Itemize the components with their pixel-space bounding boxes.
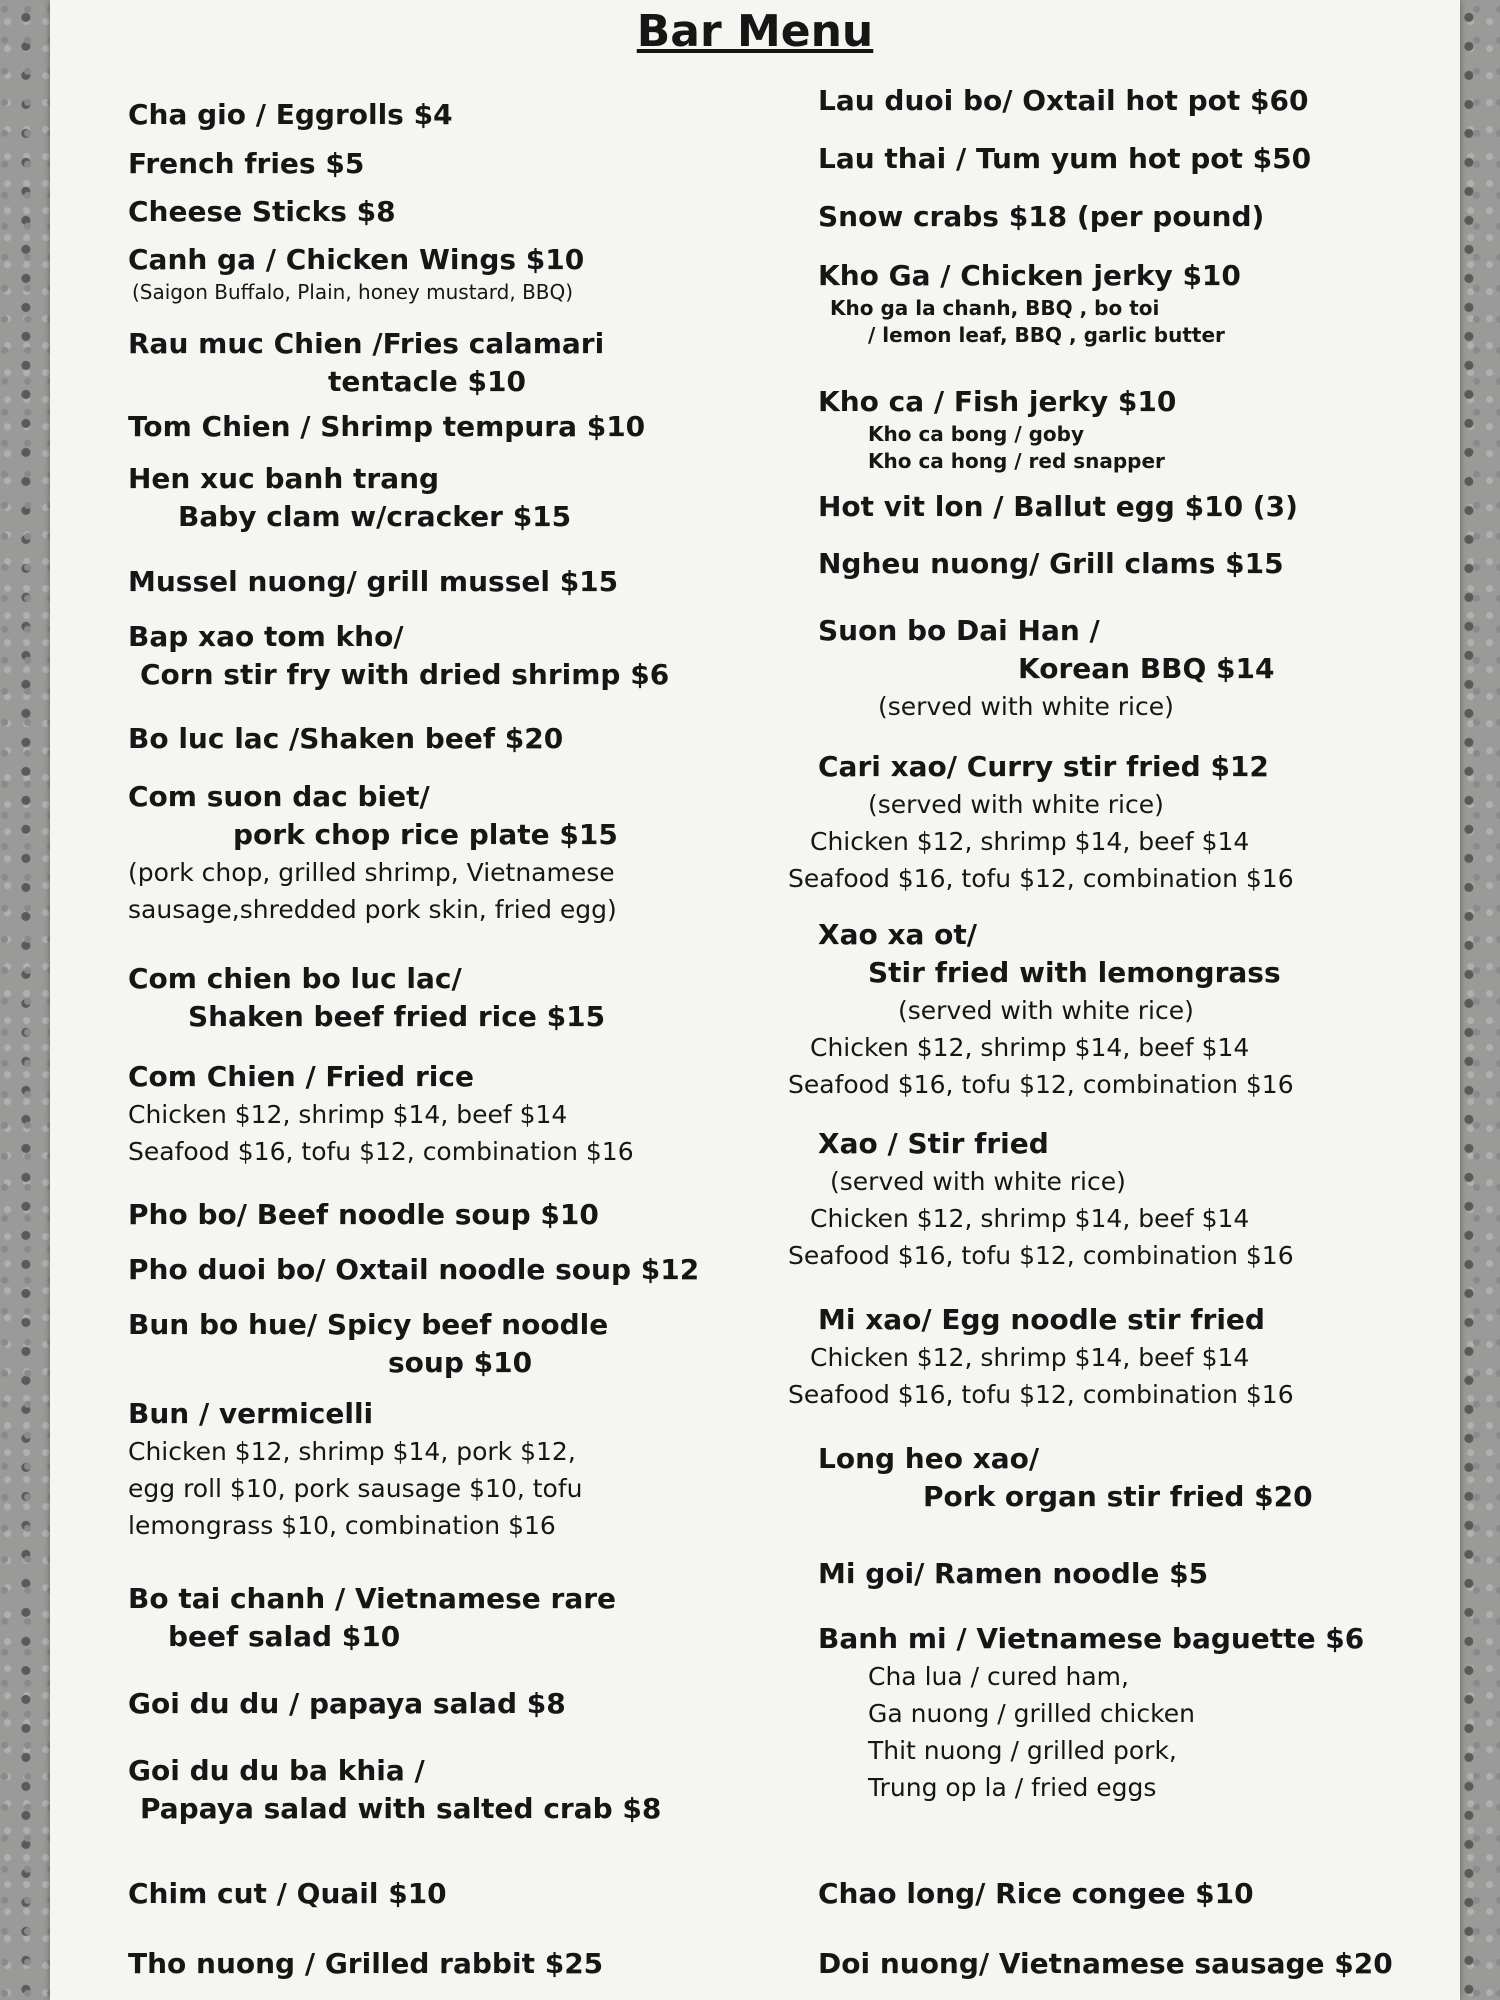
menu-item-detail: Ga nuong / grilled chicken [868,1699,1195,1728]
menu-item [818,1945,1418,1983]
menu-item-detail: Chicken $12, shrimp $14, pork $12, [128,1437,576,1466]
menu-item-detail: Corn stir fry with dried shrimp $6 [140,658,670,691]
menu-item-detail: (pork chop, grilled shrimp, Vietnamese [128,858,615,887]
menu-item [128,1580,738,1656]
menu-item-detail: Seafood $16, tofu $12, combination $16 [128,1137,634,1166]
menu-item-name: Bun / vermicelli [128,1397,374,1430]
menu-item [128,1685,738,1723]
menu-item-detail: Papaya salad with salted crab $8 [140,1792,662,1825]
menu-item-name: Ngheu nuong/ Grill clams $15 [818,547,1284,580]
menu-item [818,198,1418,236]
menu-item [128,618,738,694]
menu-item-name: Pho duoi bo/ Oxtail noodle soup $12 [128,1253,700,1286]
menu-item-name: Goi du du / papaya salad $8 [128,1687,566,1720]
menu-item-detail: tentacle $10 [328,365,526,398]
menu-item-detail: Kho ca hong / red snapper [868,449,1165,473]
menu-item-detail: Seafood $16, tofu $12, combination $16 [788,1241,1294,1270]
menu-item-name: Mi goi/ Ramen noodle $5 [818,1557,1209,1590]
menu-item-detail: egg roll $10, pork sausage $10, tofu [128,1474,583,1503]
menu-item [788,1125,1418,1274]
menu-item [128,1306,738,1382]
menu-item-name: Long heo xao/ [818,1442,1040,1475]
menu-item-detail: Korean BBQ $14 [1018,652,1275,685]
menu-item-name: Chim cut / Quail $10 [128,1877,447,1910]
menu-item-name: Tom Chien / Shrimp tempura $10 [128,410,646,443]
menu-item [128,563,738,601]
menu-item-name: Banh mi / Vietnamese baguette $6 [818,1622,1365,1655]
menu-item-name: Suon bo Dai Han / [818,614,1100,647]
menu-item-detail: Pork organ stir fried $20 [923,1480,1313,1513]
menu-item-detail: Shaken beef fried rice $15 [188,1000,606,1033]
menu-item-detail: Kho ga la chanh, BBQ , bo toi [830,296,1160,320]
menu-title: Bar Menu [636,6,874,57]
menu-item-name: Cari xao/ Curry stir fried $12 [818,750,1269,783]
menu-item-name: Rau muc Chien /Fries calamari [128,327,605,360]
menu-item [818,488,1418,526]
menu-item-detail: Kho ca bong / goby [868,422,1085,446]
menu-item-name: Xao / Stir fried [818,1127,1049,1160]
menu-item-name: Kho Ga / Chicken jerky $10 [818,259,1241,292]
menu-item [128,408,738,446]
menu-item-detail: Chicken $12, shrimp $14, beef $14 [128,1100,568,1129]
menu-item [128,1752,738,1828]
menu-item-detail: (served with white rice) [898,996,1194,1025]
menu-item-name: Goi du du ba khia / [128,1754,425,1787]
menu-item [788,916,1418,1103]
menu-item-name: Bo luc lac /Shaken beef $20 [128,722,564,755]
menu-item-name: Hot vit lon / Ballut egg $10 (3) [818,490,1298,523]
menu-item-detail: Chicken $12, shrimp $14, beef $14 [810,1204,1250,1233]
menu-item-name: Pho bo/ Beef noodle soup $10 [128,1198,599,1231]
menu-item [128,460,738,536]
menu-item-detail: Cha lua / cured ham, [868,1662,1129,1691]
menu-item-name: Lau thai / Tum yum hot pot $50 [818,142,1312,175]
menu-item-name: French fries $5 [128,147,365,180]
menu-item-detail: Chicken $12, shrimp $14, beef $14 [810,827,1250,856]
menu-item [818,545,1418,583]
menu-item-detail: soup $10 [388,1346,533,1379]
menu-item [818,140,1418,178]
menu-item-detail: Chicken $12, shrimp $14, beef $14 [810,1343,1250,1372]
menu-item-detail: Chicken $12, shrimp $14, beef $14 [810,1033,1250,1062]
menu-item-name: Doi nuong/ Vietnamese sausage $20 [818,1947,1393,1980]
menu-item-name: Com suon dac biet/ [128,780,430,813]
menu-item [818,1620,1418,1806]
menu-item-name: Mussel nuong/ grill mussel $15 [128,565,619,598]
menu-item-name: Xao xa ot/ [818,918,978,951]
menu-item [128,1875,738,1913]
menu-item-detail: Seafood $16, tofu $12, combination $16 [788,1070,1294,1099]
menu-item [128,778,738,928]
menu-item-name: Cha gio / Eggrolls $4 [128,98,453,131]
menu-item-detail: sausage,shredded pork skin, fried egg) [128,895,617,924]
menu-paper [50,0,1460,2000]
menu-item [818,1440,1418,1516]
menu-item-detail: (served with white rice) [830,1167,1126,1196]
menu-item [818,383,1418,475]
menu-item-detail: pork chop rice plate $15 [233,818,618,851]
menu-item-name: Snow crabs $18 (per pound) [818,200,1265,233]
menu-item [128,1395,738,1544]
menu-item-name: Bap xao tom kho/ [128,620,404,653]
menu-item-detail: Thit nuong / grilled pork, [868,1736,1177,1765]
menu-item [128,1251,738,1289]
menu-item [128,145,738,183]
menu-item-name: Cheese Sticks $8 [128,195,396,228]
menu-item [818,257,1418,349]
menu-item [128,1058,738,1170]
menu-item-detail: Seafood $16, tofu $12, combination $16 [788,1380,1294,1409]
menu-item [128,241,738,306]
menu-item [128,96,738,134]
menu-item [128,1196,738,1234]
menu-item [128,193,738,231]
menu-item [818,1875,1418,1913]
menu-item-detail: Trung op la / fried eggs [868,1773,1157,1802]
menu-item-detail: Seafood $16, tofu $12, combination $16 [788,864,1294,893]
menu-item-detail: Stir fried with lemongrass [868,956,1281,989]
menu-item-name: Bo tai chanh / Vietnamese rare [128,1582,617,1615]
menu-item [128,720,738,758]
menu-item-detail: (served with white rice) [868,790,1164,819]
menu-item [788,748,1418,897]
menu-item [128,960,738,1036]
menu-item-name: Chao long/ Rice congee $10 [818,1877,1254,1910]
menu-item [128,325,738,401]
menu-item-name: Mi xao/ Egg noodle stir fried [818,1303,1265,1336]
menu-item-name: Canh ga / Chicken Wings $10 [128,243,585,276]
menu-item-name: Tho nuong / Grilled rabbit $25 [128,1947,604,1980]
menu-item [128,1945,738,1983]
menu-item-name: Lau duoi bo/ Oxtail hot pot $60 [818,84,1309,117]
menu-item-detail: (served with white rice) [878,692,1174,721]
menu-item-detail: / lemon leaf, BBQ , garlic butter [868,323,1225,347]
menu-item [818,1555,1418,1593]
menu-item [788,1301,1418,1413]
menu-item-name: Hen xuc banh trang [128,462,440,495]
menu-item-detail: Baby clam w/cracker $15 [178,500,572,533]
menu-item [818,82,1418,120]
menu-item [818,612,1418,725]
menu-item-name: Com chien bo luc lac/ [128,962,462,995]
menu-item-name: Com Chien / Fried rice [128,1060,474,1093]
menu-item-detail: lemongrass $10, combination $16 [128,1511,556,1540]
menu-item-name: Bun bo hue/ Spicy beef noodle [128,1308,609,1341]
menu-item-detail: beef salad $10 [168,1620,401,1653]
menu-item-name: Kho ca / Fish jerky $10 [818,385,1177,418]
menu-item-detail: (Saigon Buffalo, Plain, honey mustard, BBQ) [132,280,574,304]
